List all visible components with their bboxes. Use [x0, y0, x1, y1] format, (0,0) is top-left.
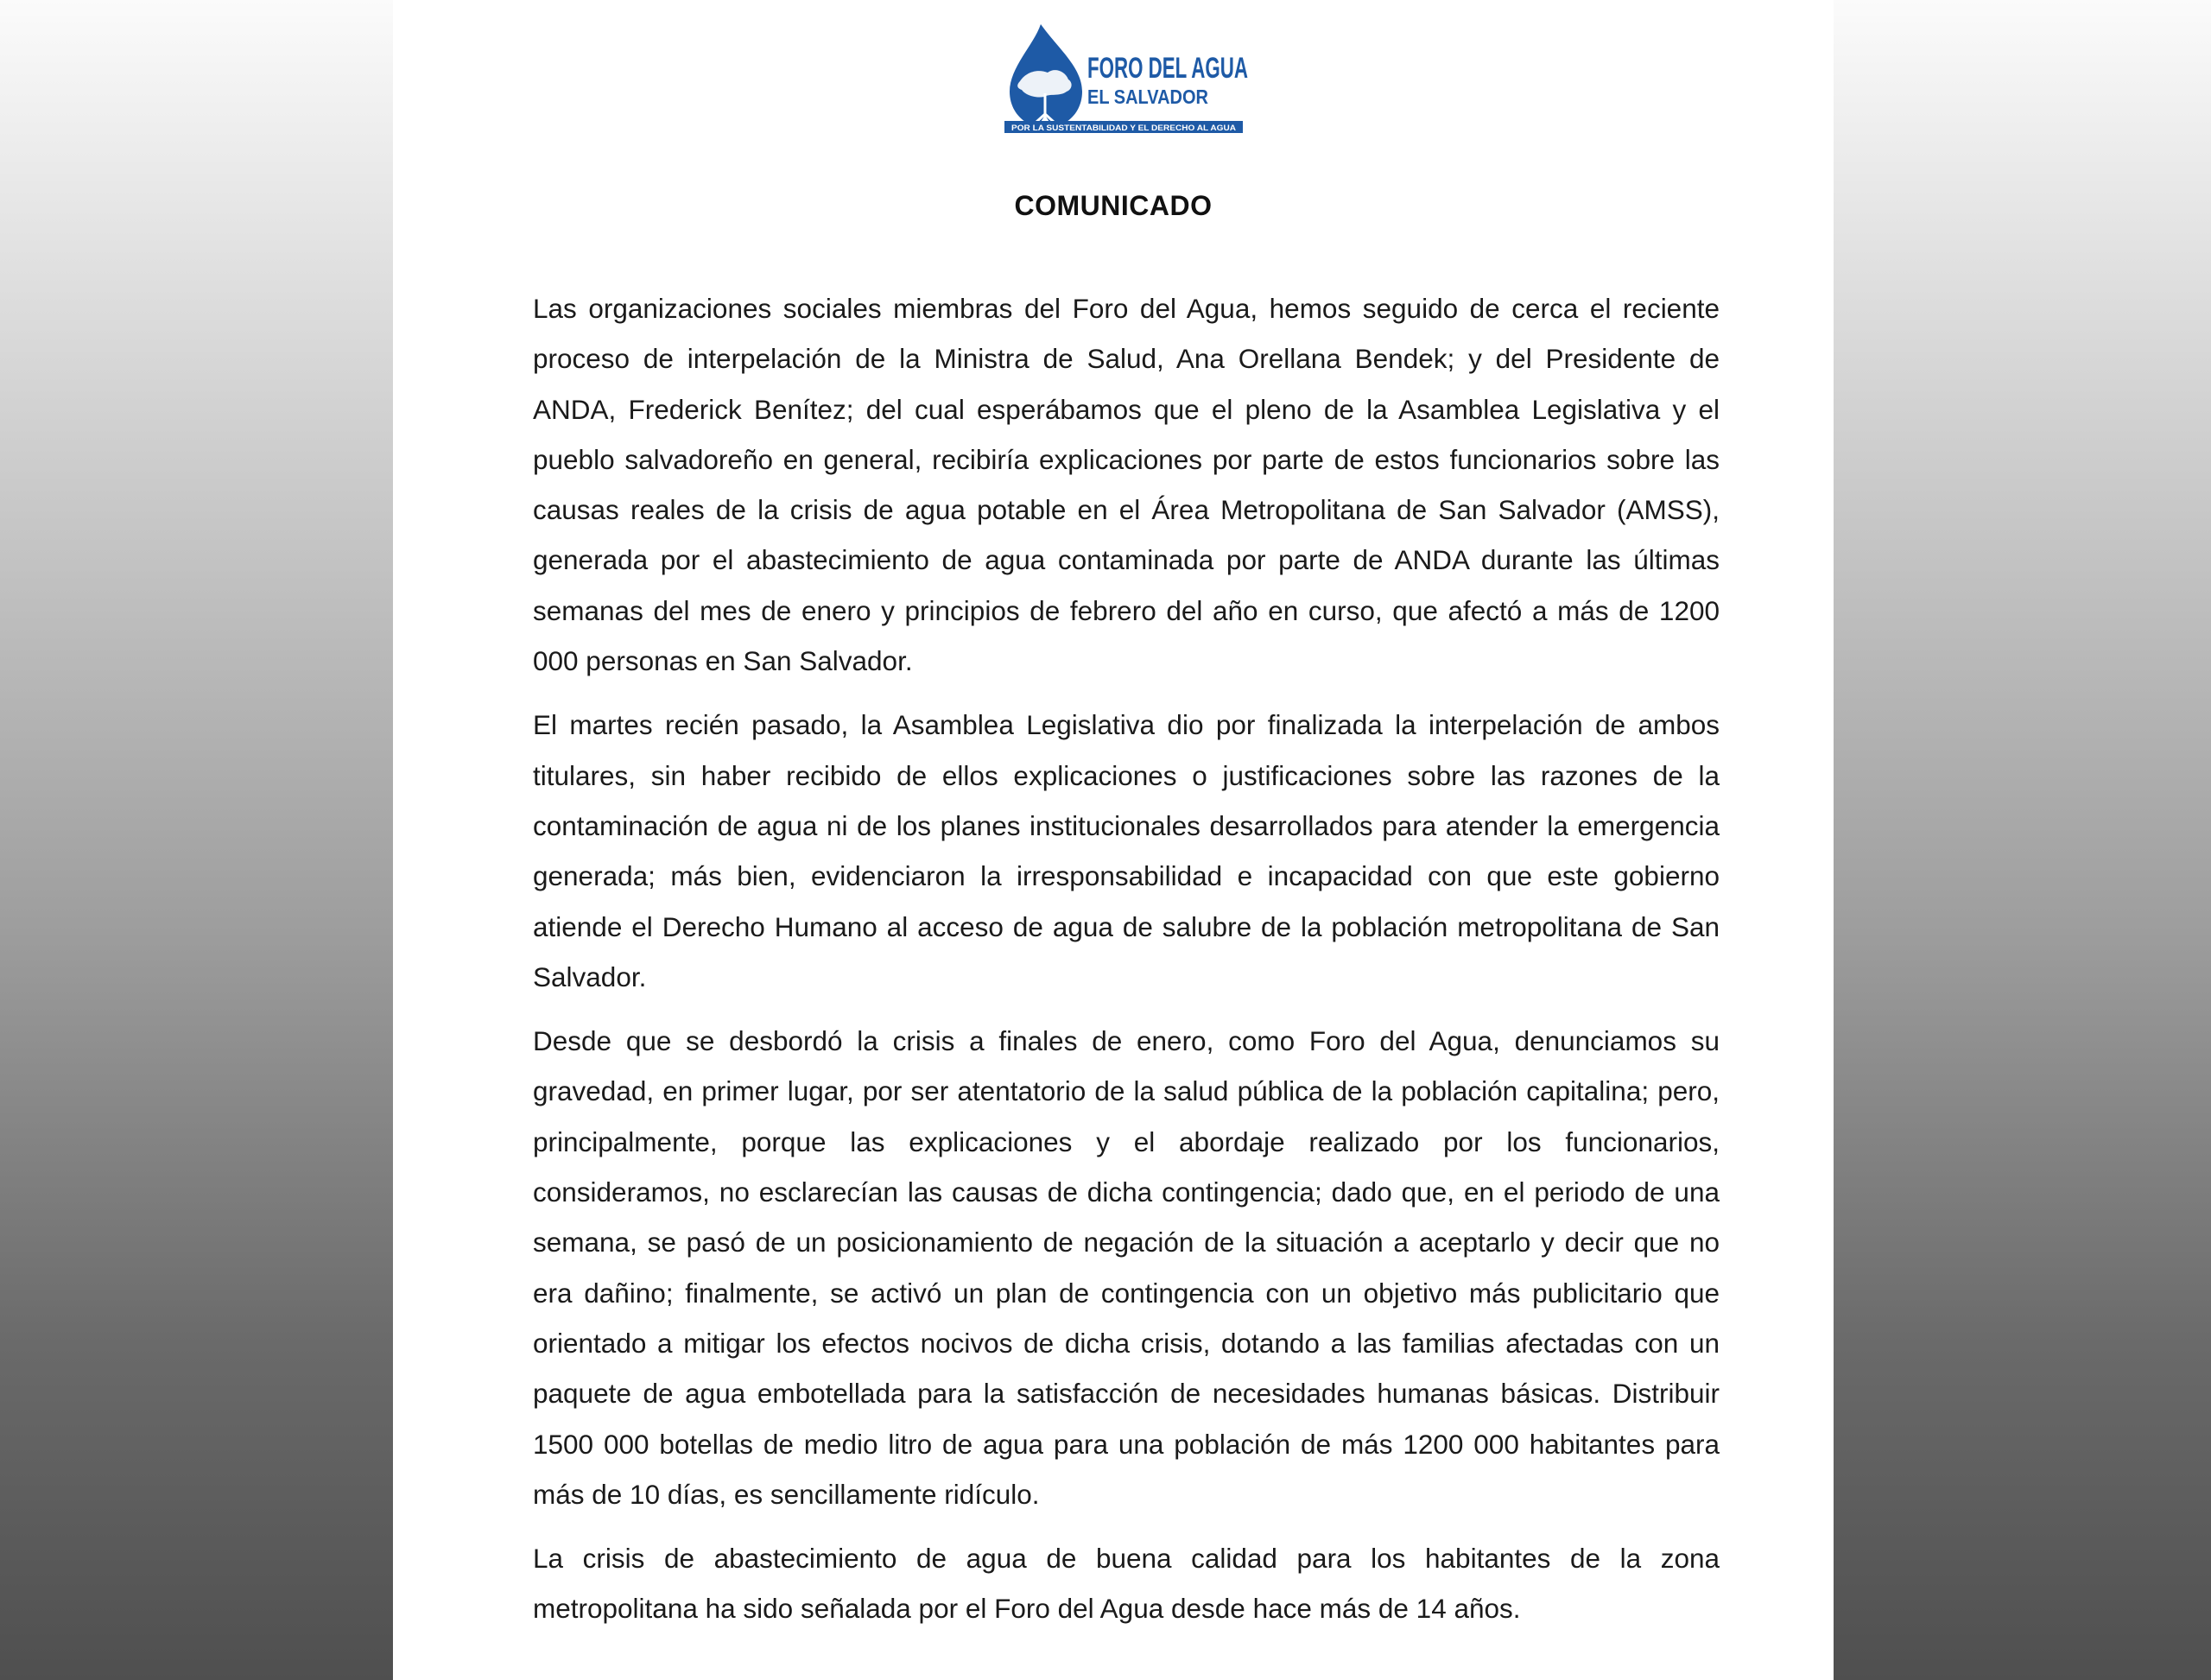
- document-body: [533, 283, 1720, 1648]
- document-title: COMUNICADO: [1014, 190, 1213, 221]
- paragraph: Las organizaciones sociales miembras del Foro del Agua, hemos seguido de cerca el reciente proceso de interpelación de la Ministra de Salud, Ana Orellana Bendek; y del Presidente de ANDA, Frederick Benítez; del cual esperábamos que el pleno de la Asamblea Legislativa y el pueblo salvadoreño en general, recibiría explicaciones por parte de estos funcionarios sobre las causas reales de la crisis de agua potable en el Área Metropolitana de San Salvador (AMSS), generada por el abastecimiento de agua contaminada por parte de ANDA durante las últimas semanas del mes de enero y principios de febrero del año en curso, que afectó a más de 1200 000 personas en San Salvador.: [533, 293, 1720, 677]
- paragraph: El martes recién pasado, la Asamblea Legislativa dio por finalizada la interpelación de ambos titulares, sin haber recibido de ellos explicaciones o justificaciones sobre las razones de la contaminación de agua ni de los planes institucionales desarrollados para atender la emergencia generada; más bien, evidenciaron la irresponsabilidad e incapacidad con que este gobierno atiende el Derecho Humano al acceso de agua de salubre de la población metropolitana de San Salvador.: [533, 709, 1720, 992]
- logo-name: FORO DEL AGUA: [1087, 52, 1248, 85]
- paragraph: La crisis de abastecimiento de agua de buena calidad para los habitantes de la zona metropolitana ha sido señalada por el Foro del Agua desde hace más de 14 años.: [533, 1543, 1720, 1625]
- paragraph: Desde que se desbordó la crisis a finales de enero, como Foro del Agua, denunciamos su gravedad, en primer lugar, por ser atentatorio de la salud pública de la población capitalina; pero, principalmente, porque las explicaciones y el abordaje realizado por los funcionarios, consideramos, no esclarecían las causas de dicha contingencia; dado que, en el periodo de una semana, se pasó de un posicionamiento de negación de la situación a aceptarlo y decir que no era dañino; finalmente, se activó un plan de contingencia con un objetivo más publicitario que orientado a mitigar los efectos nocivos de dicha crisis, dotando a las familias afectadas con un paquete de agua embotellada para la satisfacción de necesidades humanas básicas. Distribuir 1500 000 botellas de medio litro de agua para una población de más 1200 000 habitantes para más de 10 días, es sencillamente ridículo.: [533, 1025, 1720, 1510]
- document-page: [393, 0, 1834, 1680]
- foro-del-agua-logo: [998, 19, 1257, 140]
- logo-graphic: [998, 19, 1257, 140]
- logo-tagline: POR LA SUSTENTABILIDAD Y EL DERECHO AL AGUA: [1011, 124, 1237, 132]
- logo-country: EL SALVADOR: [1087, 86, 1209, 108]
